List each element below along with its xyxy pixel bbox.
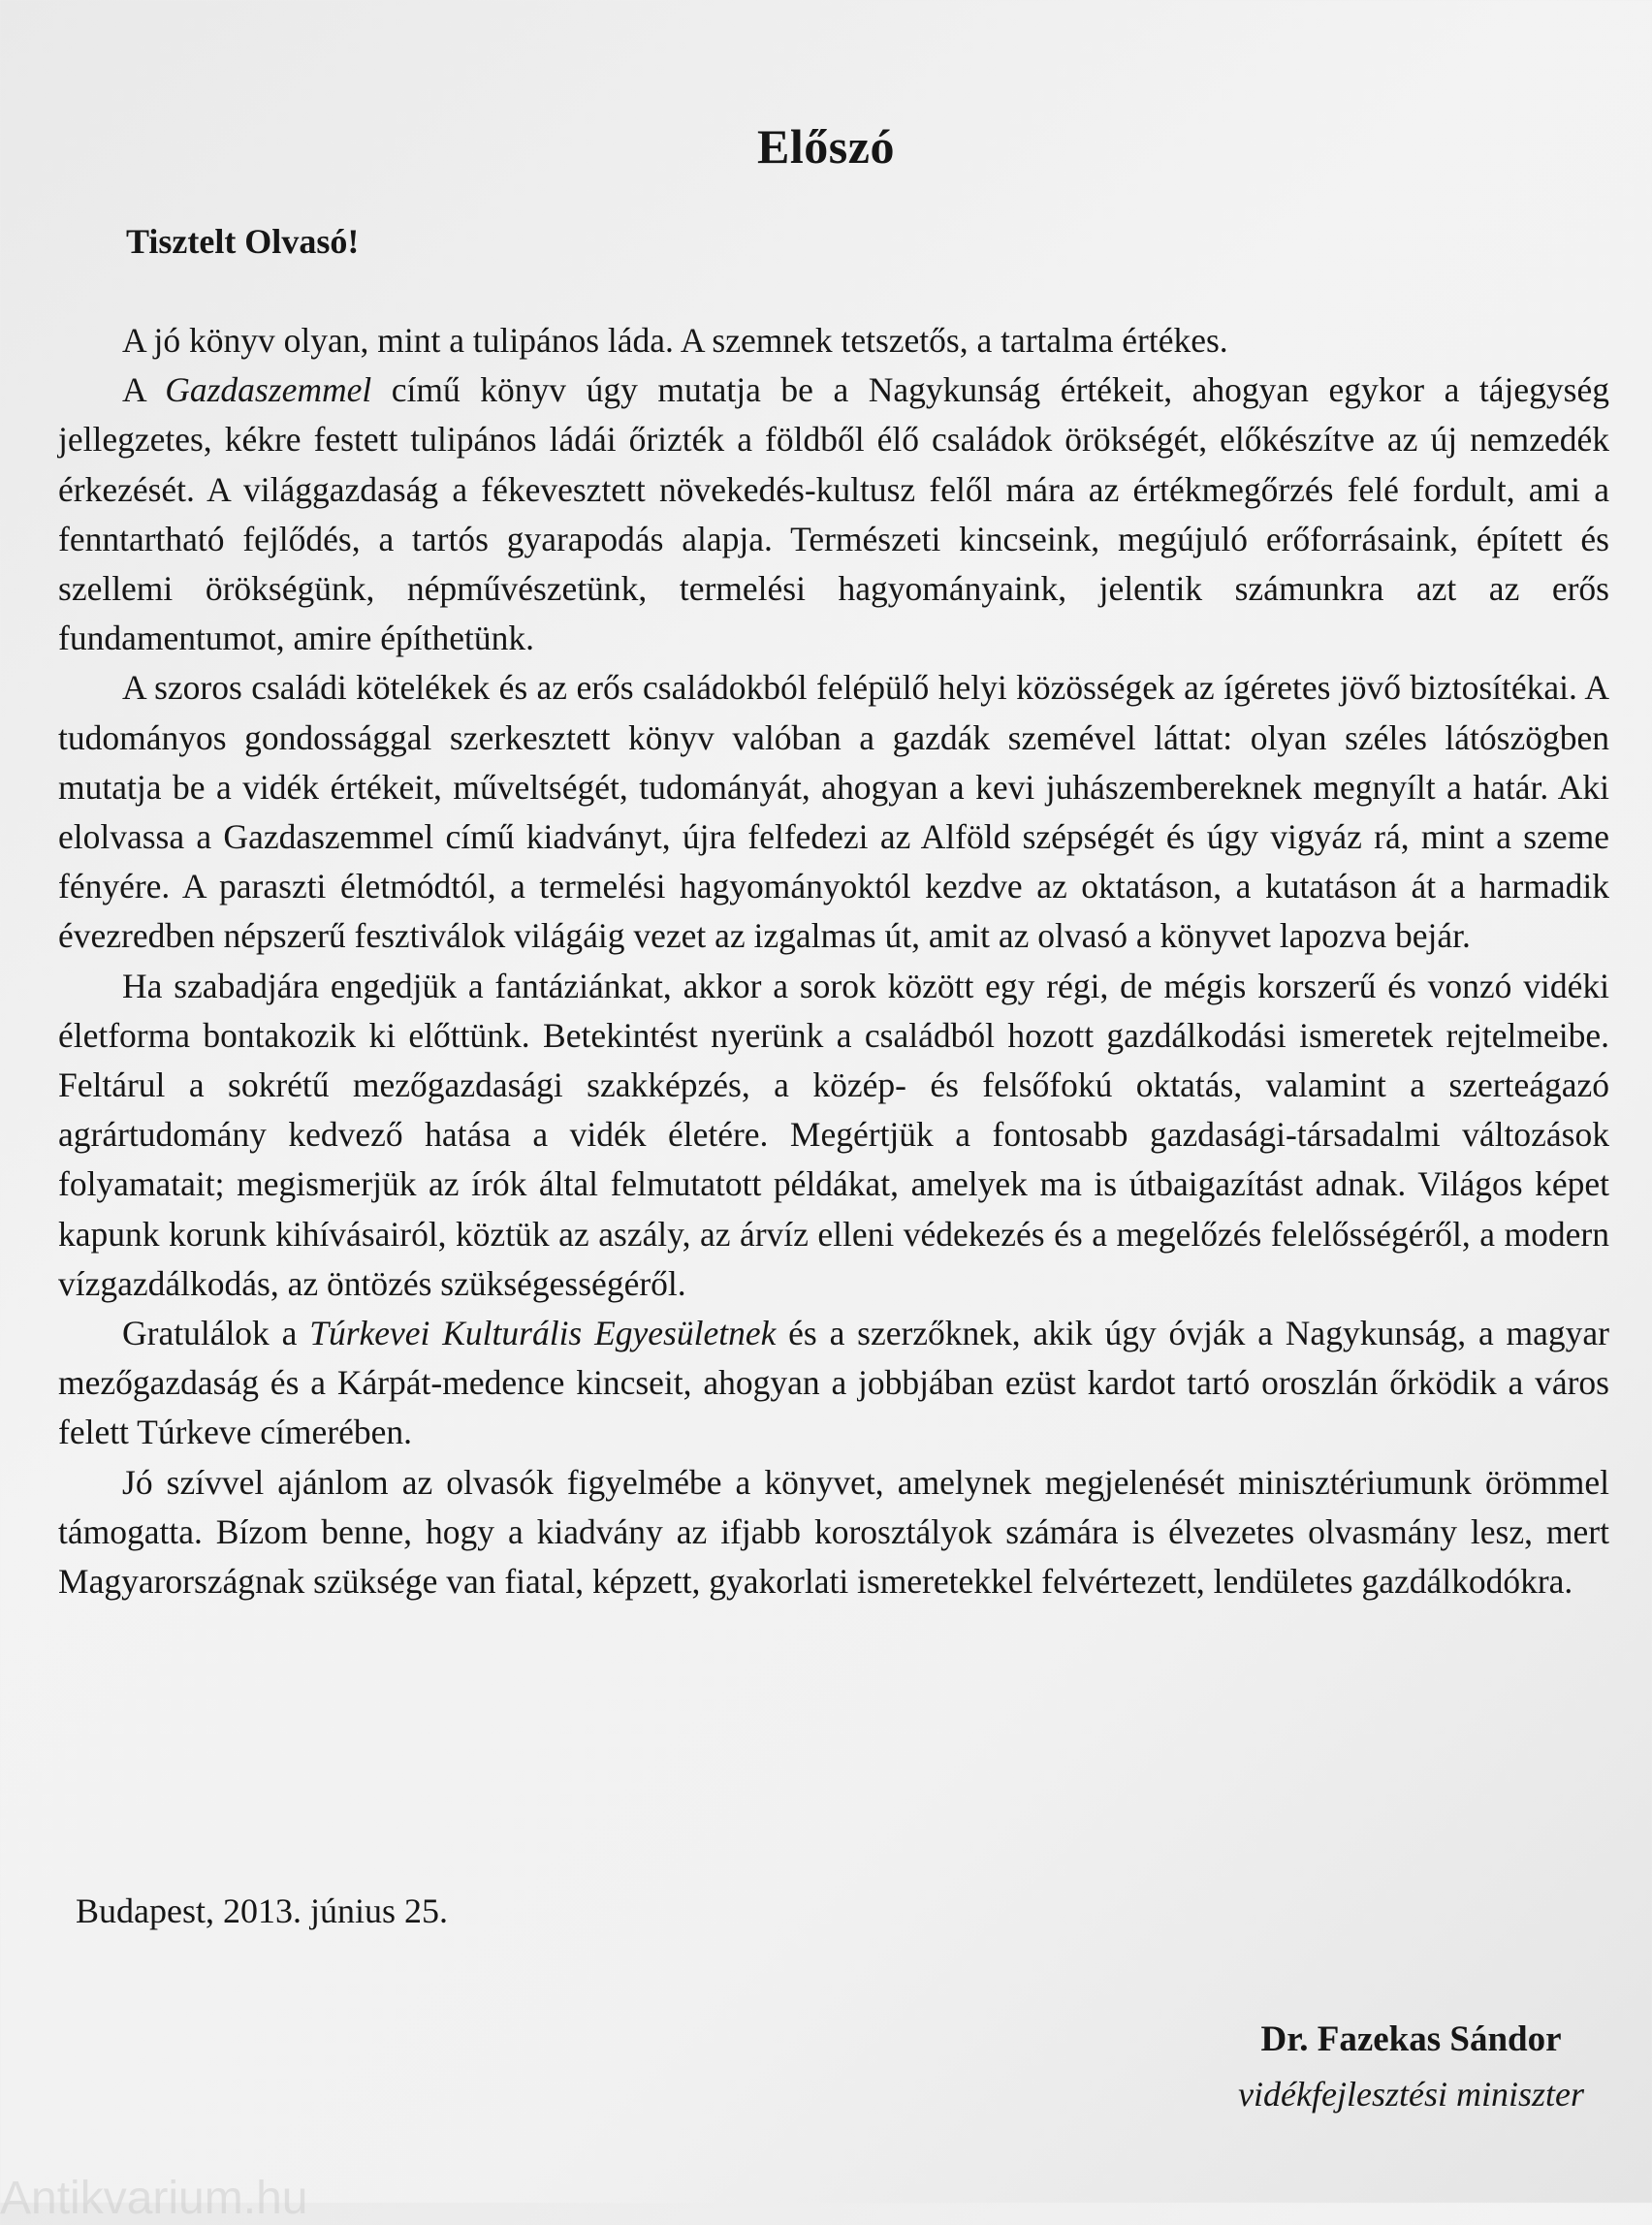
text-run: és a szerzőknek, akik úgy óvják a Nagykunság, a magyar mezőgazdaság és a Kárpát-medence kincseit, ahogyan a jobbjában ezüst kardot tartó oroszlán őrködik a város felett Túrkeve címerében. xyxy=(58,1314,1609,1452)
paragraph xyxy=(58,663,1609,961)
italic-text: Gazdaszemmel xyxy=(165,370,372,410)
text-run: A jó könyv olyan, mint a tulipános láda. A szemnek tetszetős, a tartalma értékes. xyxy=(122,321,1228,360)
text-run: című könyv úgy mutatja be a Nagykunság értékeit, ahogyan egykor a tájegység jellegzetes, kékre festett tulipános ládái őrizték a földből élő családok örökségét, előkészítve az új nemzedék érkezését. A világgazdaság a fékevesztett növekedés-kultusz felől mára az értékmegőrzés felé fordult, ami a fenntartható fejlődés, a tartós gyarapodás alapja. Természeti kincseink, megújuló erőforrásaink, épített és szellemi örökségünk, népművészetünk, termelési hagyományaink, jelentik számunkra azt az erős fundamentumot, amire építhetünk. xyxy=(58,370,1609,658)
signature-block xyxy=(1238,2015,1584,2119)
body-text xyxy=(58,316,1609,1606)
italic-text: Túrkevei Kulturális Egyesületnek xyxy=(309,1314,777,1353)
text-run: Ha szabadjára engedjük a fantáziánkat, akkor a sorok között egy régi, de mégis korszerű és vonzó vidéki életforma bontakozik ki előttünk. Betekintést nyerünk a családból hozott gazdálkodási ismeretek rejtelmeibe. Feltárul a sokrétű mezőgazdasági szakképzés, a közép- és felsőfokú oktatás, valamint a szerteágazó agrártudomány kedvező hatása a vidék életére. Megértjük a fontosabb gazdasági-társadalmi változások folyamatait; megismerjük az írók által felmutatott példákat, amelyek ma is útbaigazítást adnak. Világos képet kapunk korunk kihívásairól, köztük az aszály, az árvíz elleni védekezés és a megelőzés felelősségéről, a modern vízgazdálkodás, az öntözés szükségességéről. xyxy=(58,966,1609,1303)
watermark-logo: Antikvarium.hu xyxy=(0,2173,308,2224)
text-run: A szoros családi kötelékek és az erős családokból felépülő helyi közösségek az ígéretes jövő biztosítékai. A tudományos gondossággal szerkesztett könyv valóban a gazdák szemével láttat: olyan széles látószögben mutatja be a vidék értékeit, műveltségét, tudományát, ahogyan a kevi juhászembereknek megnyílt a határ. Aki elolvassa a Gazdaszemmel című kiadványt, újra felfedezi az Alföld szépségét és úgy vigyáz rá, mint a szeme fényére. A paraszti életmódtól, a termelési hagyományoktól kezdve az oktatáson, a kutatáson át a harmadik évezredben népszerű fesztiválok világáig vezet az izgalmas út, amit az olvasó a könyvet lapozva bejár. xyxy=(58,668,1609,956)
paragraph xyxy=(58,316,1609,366)
paragraph xyxy=(58,366,1609,663)
signature-role: vidékfejlesztési miniszter xyxy=(1238,2075,1584,2114)
paragraph xyxy=(58,1309,1609,1458)
signature-name: Dr. Fazekas Sándor xyxy=(1260,2019,1562,2059)
salutation: Tisztelt Olvasó! xyxy=(126,222,360,261)
paragraph xyxy=(58,962,1609,1309)
text-run: A xyxy=(122,370,166,410)
date-line: Budapest, 2013. június 25. xyxy=(76,1891,448,1930)
paragraph xyxy=(58,1458,1609,1607)
text-run: Jó szívvel ajánlom az olvasók figyelmébe a könyvet, amelynek megjelenését minisztériumunk örömmel támogatta. Bízom benne, hogy a kiadvány az ifjabb korosztályok számára is élvezetes olvasmány lesz, mert Magyarországnak szüksége van fiatal, képzett, gyakorlati ismeretekkel felvértezett, lendületes gazdálkodókra. xyxy=(58,1462,1609,1602)
text-run: Gratulálok a xyxy=(122,1314,310,1353)
page-title: Előszó xyxy=(757,118,895,174)
